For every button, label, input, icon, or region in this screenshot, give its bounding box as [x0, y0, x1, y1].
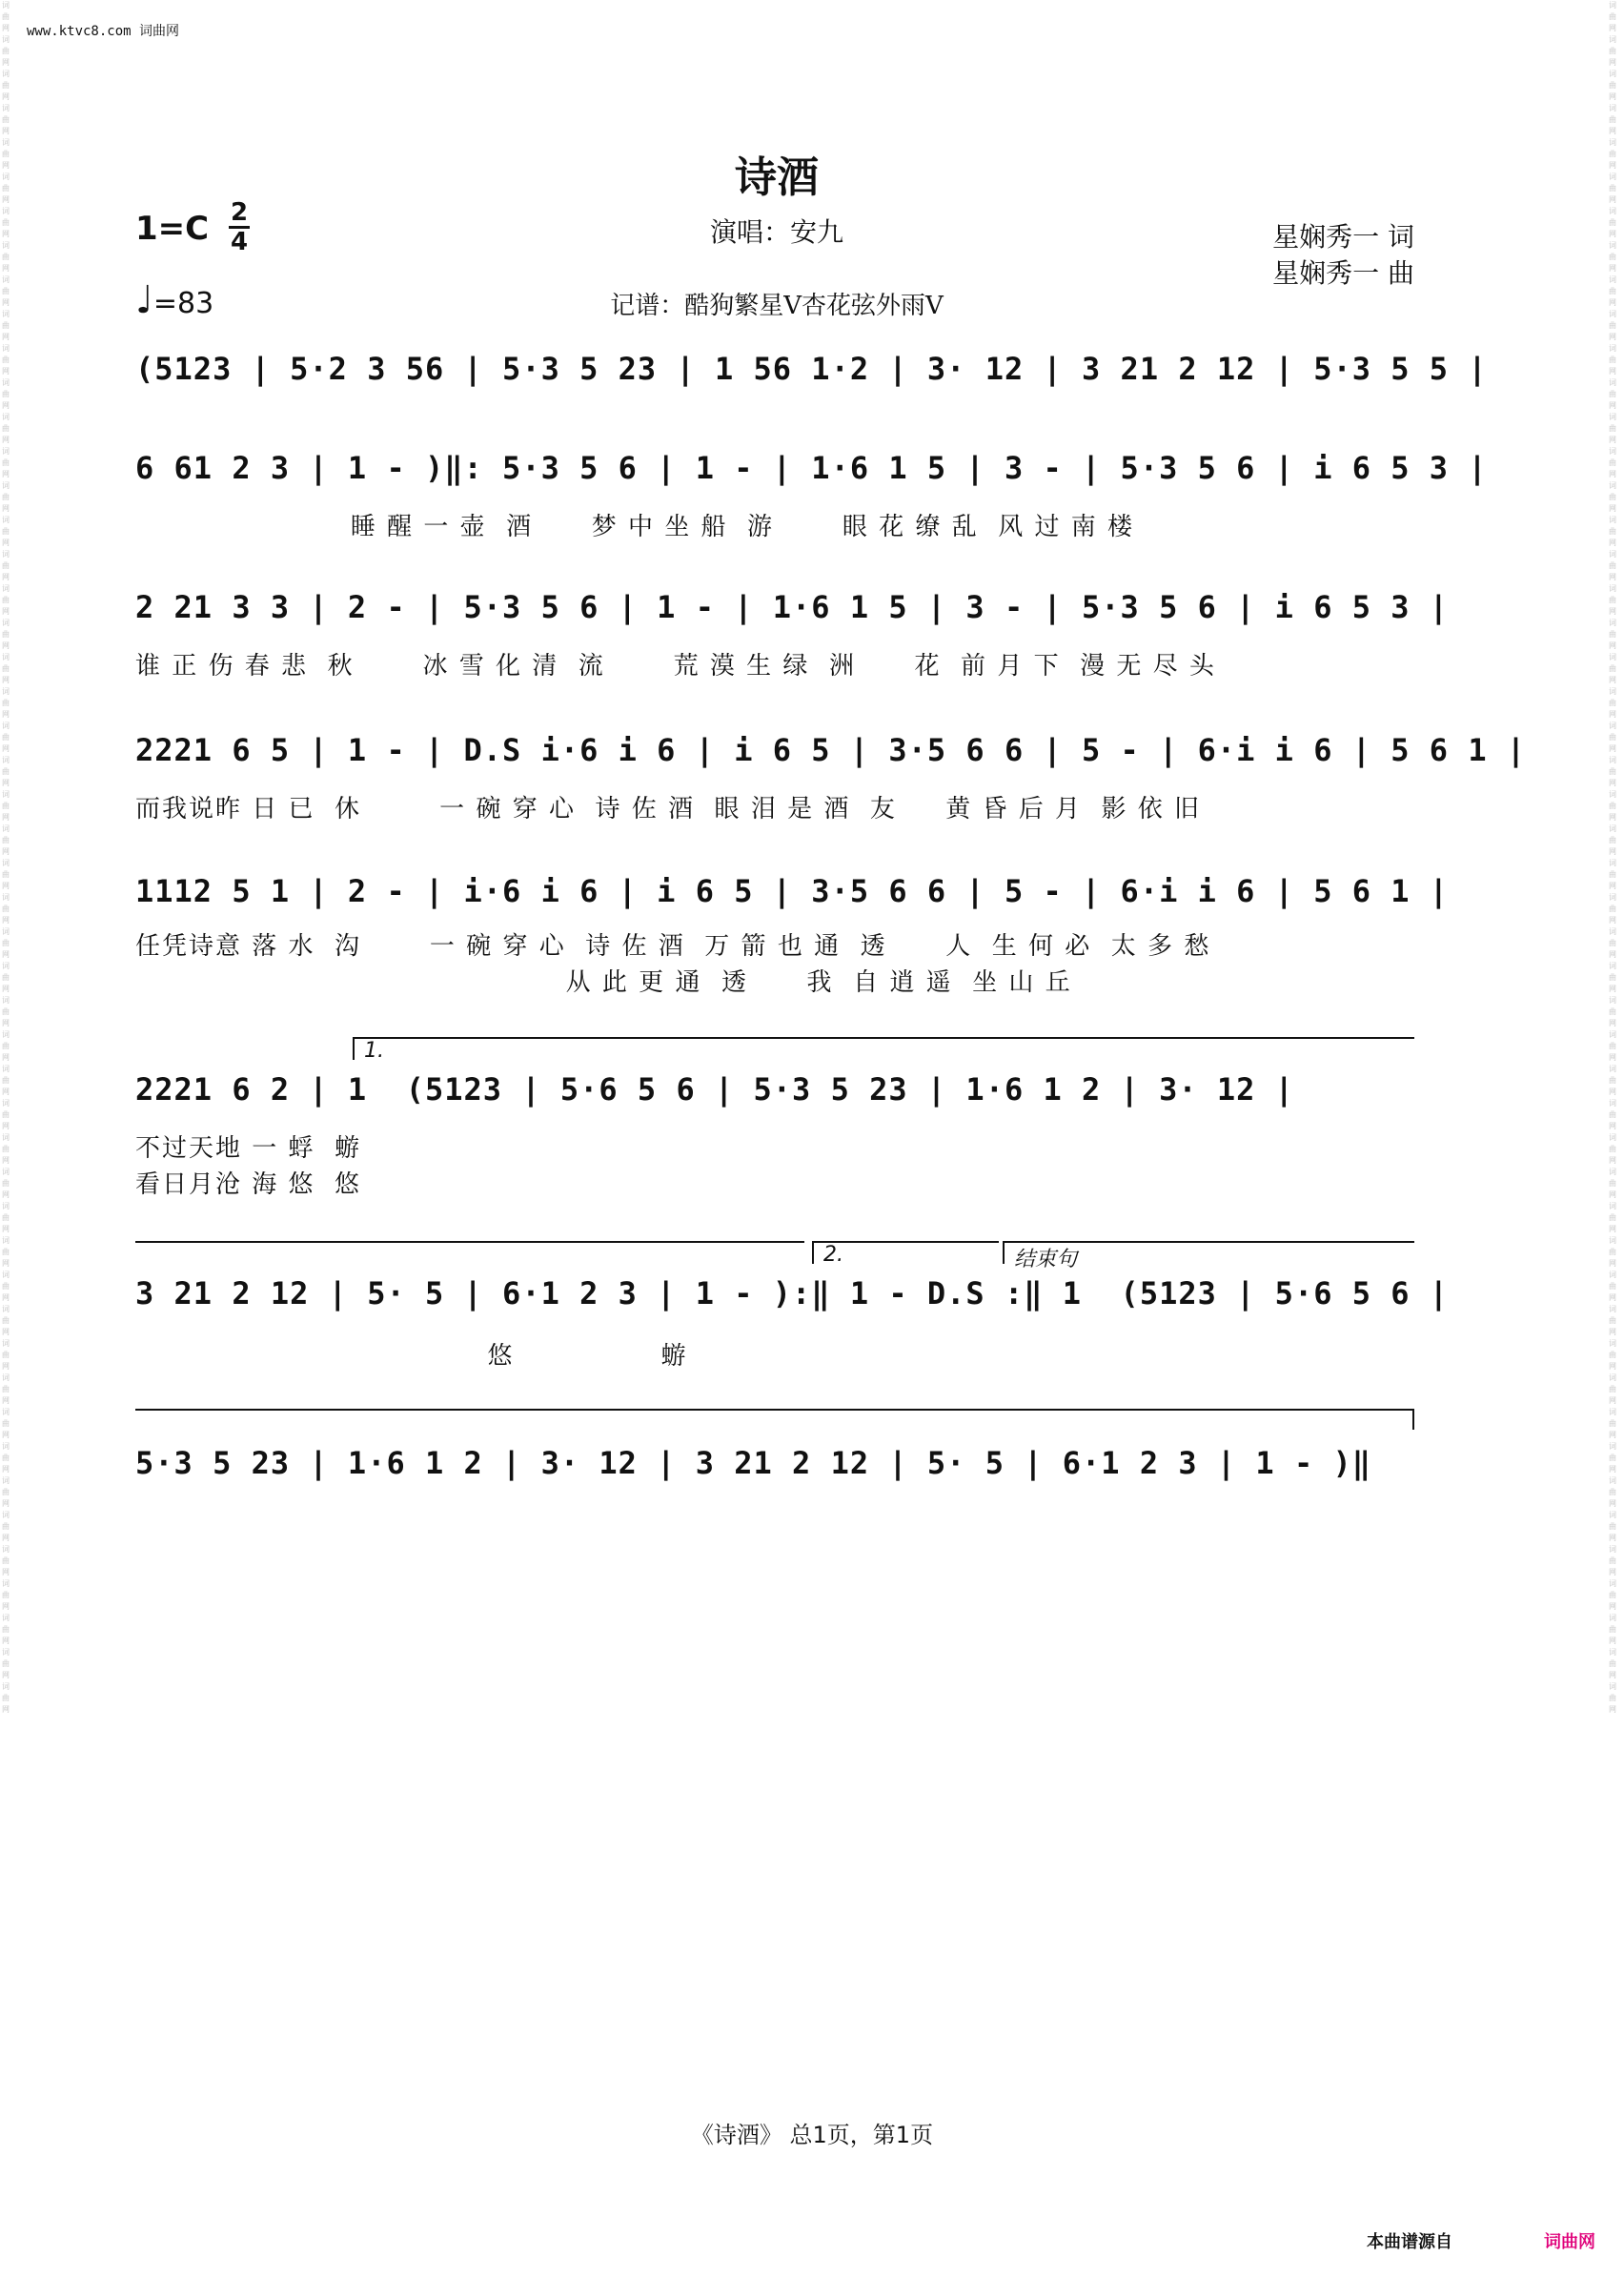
time-numerator: 2 — [230, 198, 249, 227]
lyric-line-4: 而我说昨 日 已 休 一 碗 穿 心 诗 佐 酒 眼 泪 是 酒 友 黄 昏 后 月 影 依 旧 — [135, 795, 1202, 823]
staff-line-4: 2221 6 5 | 1 - | D.S i·6 i 6 | i 6 5 | 3·5 6 6 | 5 - | 6·i i 6 | 5 6 1 | — [135, 732, 1527, 768]
lyricist-credit: 星娴秀一 词 — [1272, 221, 1414, 253]
ending-bracket — [1003, 1241, 1414, 1271]
volta-bracket-1 — [353, 1037, 1414, 1063]
transcriber-credit: 记谱：酷狗繁星V杏花弦外雨V — [610, 292, 944, 320]
lyric-line-7: 悠 蝣 — [135, 1342, 688, 1371]
time-denominator: 4 — [230, 228, 249, 256]
quarter-note-icon: ♩ — [135, 278, 153, 322]
page-footer: 《诗酒》 总1页，第1页 — [690, 2122, 934, 2148]
site-url[interactable]: www.ktvc8.com 词曲网 — [27, 24, 180, 39]
ending-label: 结束句 — [1014, 1248, 1078, 1271]
singer-credit: 演唱：安九 — [709, 216, 843, 248]
lyric-line-5b: 从 此 更 通 透 我 自 逍 遥 坐 山 丘 — [135, 968, 1072, 997]
source-label: 本曲谱源自 — [1367, 2232, 1452, 2252]
lyric-line-2: 睡 醒 一 壶 酒 梦 中 坐 船 游 眼 花 缭 乱 风 过 南 楼 — [135, 513, 1135, 541]
lyric-line-6b: 看日月沧 海 悠 悠 — [135, 1170, 362, 1199]
ending-bracket-continuation — [135, 1409, 1414, 1430]
tempo-value: =83 — [152, 287, 214, 320]
staff-line-1: (5123 | 5·2 3 56 | 5·3 5 23 | 1 56 1·2 | 3· 12 | 3 21 2 12 | 5·3 5 5 | — [135, 351, 1488, 387]
credits-block — [1272, 219, 1414, 292]
volta-label-1: 1. — [364, 1039, 384, 1063]
lyric-line-6a: 不过天地 一 蜉 蝣 — [135, 1134, 362, 1163]
staff-line-6: 2221 6 2 | 1 (5123 | 5·6 5 6 | 5·3 5 23 | 1·6 1 2 | 3· 12 | — [135, 1071, 1294, 1108]
staff-line-2: 6 61 2 3 | 1 - )‖: 5·3 5 6 | 1 - | 1·6 1 5 | 3 - | 5·3 5 6 | i 6 5 3 | — [135, 450, 1488, 486]
composer-credit: 星娴秀一 曲 — [1272, 257, 1414, 289]
watermark-strip-right: 词曲网词曲网词曲网词曲网词曲网词曲网词曲网词曲网词曲网词曲网词曲网词曲网词曲网词曲网词曲网词曲网词曲网词曲网词曲网词曲网词曲网词曲网词曲网词曲网词曲网词曲网词曲网词曲网词曲网词曲网词曲网词曲网词曲网词曲网词曲网词曲网词曲网词曲网词曲网词曲网词曲网词曲网词曲网词曲网词曲网词曲网词曲网词曲网词曲网词曲网 — [1609, 1, 1616, 1714]
key-signature: 1=C — [135, 210, 210, 248]
lyric-line-3: 谁 正 伤 春 悲 秋 冰 雪 化 清 流 荒 漠 生 绿 洲 花 前 月 下 漫 无 尽 头 — [135, 652, 1216, 681]
song-title: 诗酒 — [735, 153, 819, 202]
staff-line-3: 2 21 3 3 | 2 - | 5·3 5 6 | 1 - | 1·6 1 5 | 3 - | 5·3 5 6 | i 6 5 3 | — [135, 589, 1450, 625]
source-brand-link[interactable]: 词曲网 — [1544, 2232, 1595, 2252]
volta-bracket-2 — [812, 1241, 999, 1267]
staff-line-8: 5·3 5 23 | 1·6 1 2 | 3· 12 | 3 21 2 12 | 5· 5 | 6·1 2 3 | 1 - )‖ — [135, 1445, 1371, 1481]
staff-line-5: 1112 5 1 | 2 - | i·6 i 6 | i 6 5 | 3·5 6 6 | 5 - | 6·i i 6 | 5 6 1 | — [135, 873, 1450, 909]
staff-line-7: 3 21 2 12 | 5· 5 | 6·1 2 3 | 1 - ):‖ 1 - D.S :‖ 1 (5123 | 5·6 5 6 | — [135, 1275, 1450, 1311]
time-signature — [229, 200, 250, 254]
volta-1-continuation — [135, 1241, 804, 1243]
volta-label-2: 2. — [823, 1243, 843, 1267]
watermark-strip-left: 词曲网词曲网词曲网词曲网词曲网词曲网词曲网词曲网词曲网词曲网词曲网词曲网词曲网词曲网词曲网词曲网词曲网词曲网词曲网词曲网词曲网词曲网词曲网词曲网词曲网词曲网词曲网词曲网词曲网词曲网词曲网词曲网词曲网词曲网词曲网词曲网词曲网词曲网词曲网词曲网词曲网词曲网词曲网词曲网词曲网词曲网词曲网词曲网词曲网词曲网 — [2, 1, 10, 1714]
lyric-line-5a: 任凭诗意 落 水 沟 一 碗 穿 心 诗 佐 酒 万 箭 也 通 透 人 生 何 必 太 多 愁 — [135, 932, 1211, 961]
